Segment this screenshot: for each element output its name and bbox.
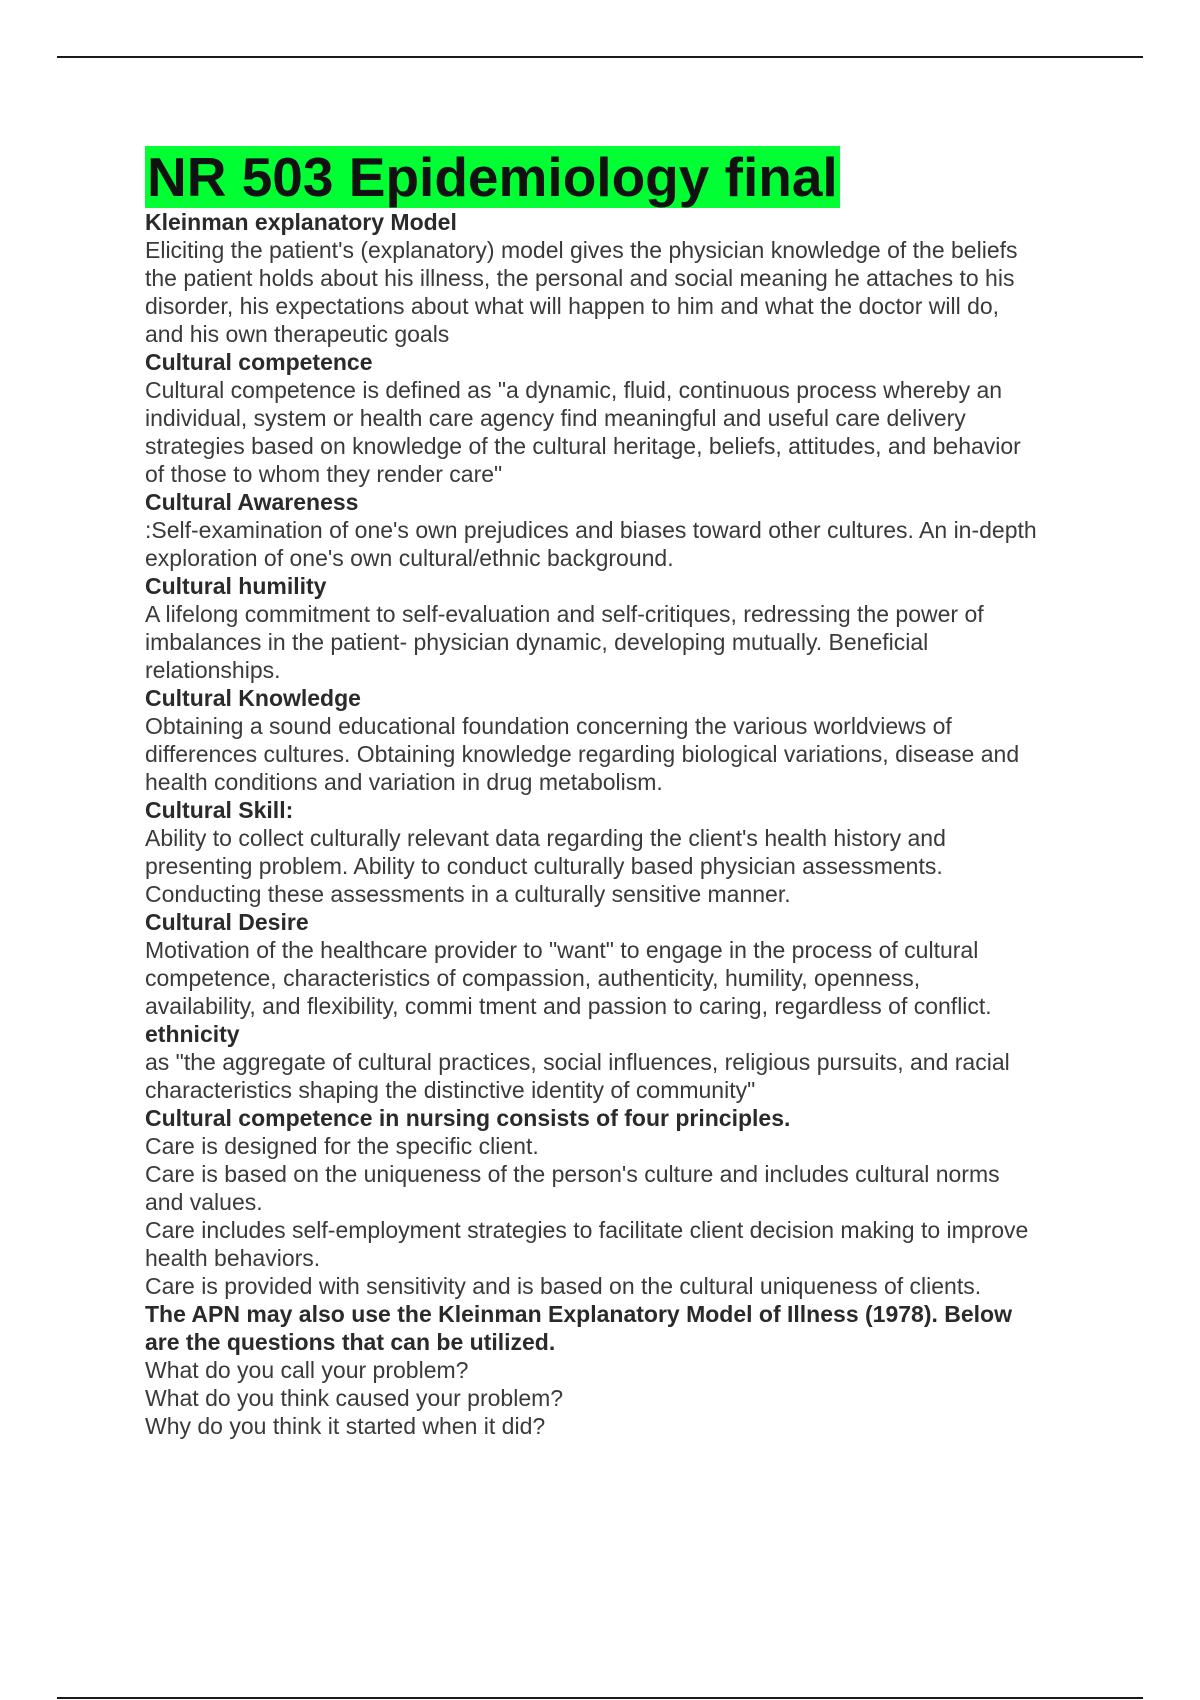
term-heading: Cultural competence in nursing consists of four principles. bbox=[145, 1105, 791, 1131]
entries-list bbox=[145, 208, 1105, 1440]
definition-line: availability, and flexibility, commi tment and passion to caring, regardless of conflict. bbox=[145, 993, 992, 1019]
definition-line: Obtaining a sound educational foundation concerning the various worldviews of bbox=[145, 713, 952, 739]
definition-line: as "the aggregate of cultural practices, social influences, religious pursuits, and racial bbox=[145, 1049, 1010, 1075]
definition-line: relationships. bbox=[145, 657, 281, 683]
definition-line: Care is designed for the specific client. bbox=[145, 1133, 539, 1159]
definition-line: Ability to collect culturally relevant data regarding the client's health history and bbox=[145, 825, 946, 851]
definition-line: Why do you think it started when it did? bbox=[145, 1413, 546, 1439]
term-heading: Cultural competence bbox=[145, 349, 373, 375]
term-entry bbox=[145, 1104, 1105, 1300]
definition-line: competence, characteristics of compassion, authenticity, humility, openness, bbox=[145, 965, 921, 991]
term-entry bbox=[145, 796, 1105, 908]
definition-line: What do you call your problem? bbox=[145, 1357, 469, 1383]
term-heading: Cultural Desire bbox=[145, 909, 309, 935]
definition-line: differences cultures. Obtaining knowledge regarding biological variations, disease and bbox=[145, 741, 1020, 767]
definition-line: Eliciting the patient's (explanatory) model gives the physician knowledge of the beliefs bbox=[145, 237, 1018, 263]
term-heading: Cultural Knowledge bbox=[145, 685, 361, 711]
definition-line: Care includes self-employment strategies to facilitate client decision making to improve bbox=[145, 1217, 1029, 1243]
term-entry bbox=[145, 572, 1105, 684]
term-entry bbox=[145, 208, 1105, 348]
definition-line: characteristics shaping the distinctive identity of community" bbox=[145, 1077, 756, 1103]
definition-line: Cultural competence is defined as "a dynamic, fluid, continuous process whereby an bbox=[145, 377, 1003, 403]
definition-line: Conducting these assessments in a culturally sensitive manner. bbox=[145, 881, 791, 907]
definition-line: Care is provided with sensitivity and is based on the cultural uniqueness of clients. bbox=[145, 1273, 982, 1299]
definition-line: the patient holds about his illness, the personal and social meaning he attaches to his bbox=[145, 265, 1015, 291]
definition-line: :Self-examination of one's own prejudices and biases toward other cultures. An in-depth bbox=[145, 517, 1037, 543]
definition-line: presenting problem. Ability to conduct culturally based physician assessments. bbox=[145, 853, 943, 879]
term-heading: Kleinman explanatory Model bbox=[145, 209, 457, 235]
definition-line: individual, system or health care agency find meaningful and useful care delivery bbox=[145, 405, 966, 431]
definition-line: strategies based on knowledge of the cultural heritage, beliefs, attitudes, and behavior bbox=[145, 433, 1021, 459]
definition-line: A lifelong commitment to self-evaluation and self-critiques, redressing the power of bbox=[145, 601, 984, 627]
term-entry bbox=[145, 684, 1105, 796]
term-heading: The APN may also use the Kleinman Explanatory Model of Illness (1978). Below are the questions that can be utilized. bbox=[145, 1301, 1012, 1355]
definition-line: Motivation of the healthcare provider to "want" to engage in the process of cultural bbox=[145, 937, 979, 963]
term-heading: ethnicity bbox=[145, 1021, 240, 1047]
definition-line: Care is based on the uniqueness of the person's culture and includes cultural norms bbox=[145, 1161, 1000, 1187]
definition-line: and his own therapeutic goals bbox=[145, 321, 450, 347]
document-body bbox=[145, 146, 1105, 1440]
term-heading: Cultural Skill: bbox=[145, 797, 294, 823]
definition-line: imbalances in the patient- physician dynamic, developing mutually. Beneficial bbox=[145, 629, 929, 655]
term-entry bbox=[145, 1020, 1105, 1104]
term-entry bbox=[145, 488, 1105, 572]
term-entry bbox=[145, 348, 1105, 488]
definition-line: of those to whom they render care" bbox=[145, 461, 503, 487]
definition-line: health behaviors. bbox=[145, 1245, 321, 1271]
definition-line: and values. bbox=[145, 1189, 263, 1215]
definition-line: What do you think caused your problem? bbox=[145, 1385, 564, 1411]
term-entry bbox=[145, 1300, 1105, 1440]
term-heading: Cultural Awareness bbox=[145, 489, 359, 515]
term-entry bbox=[145, 908, 1105, 1020]
definition-line: disorder, his expectations about what will happen to him and what the doctor will do, bbox=[145, 293, 1000, 319]
term-heading: Cultural humility bbox=[145, 573, 327, 599]
definition-line: health conditions and variation in drug metabolism. bbox=[145, 769, 663, 795]
definition-line: exploration of one's own cultural/ethnic background. bbox=[145, 545, 674, 571]
bottom-divider bbox=[57, 1697, 1143, 1699]
top-divider bbox=[57, 56, 1143, 58]
page-title: NR 503 Epidemiology final bbox=[147, 146, 838, 208]
